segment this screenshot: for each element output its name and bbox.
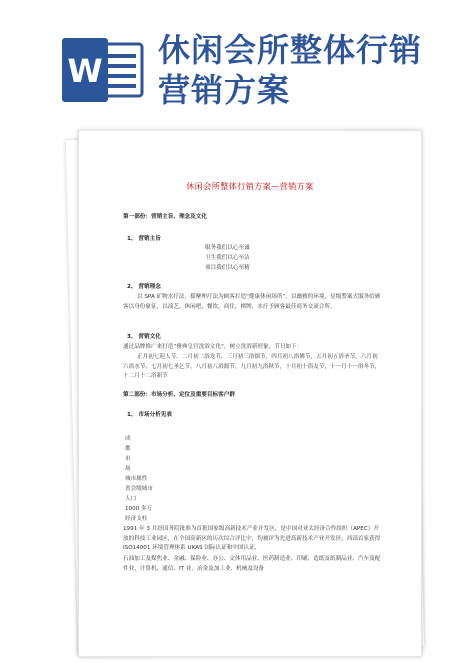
market-item: 城市属性 (125, 476, 148, 482)
section2-heading: 2、 营销理念 (127, 284, 161, 290)
part2-heading: 第二部份：市场分析、定位及重要目标客户群 (123, 392, 235, 398)
market-item: 成 (125, 436, 131, 442)
title-line-2: 营销方案 (158, 71, 291, 109)
logo-letter: W (67, 52, 103, 90)
s1-line-3: 项目我们以心至精 (205, 265, 250, 271)
industry-list: 石油加工及煤焦业、金融、保险业、办公、文体用品业、医药制造业、印刷、造纸及纸制品业、汽车及配件业、计算机、通信、IT 业、冶金及加工业、机械及设备 (123, 556, 381, 572)
document-title: 休闲会所整体行销方案—营销方案 (186, 182, 314, 191)
market-item: 1000 多万 (125, 506, 153, 512)
section2-paragraph: 以 SPA 矿物水疗法，搽摩理疗法为顾客打造“健康休闲场所”，以幽雅的环境，星级警案式服务给顾客以身份象征，以演艺，休闲吧，餐饮，商住，棋牌，水疗予顾客最佳商务交流合所。 (123, 294, 381, 310)
market-heading: 1、 市场分析见表 (127, 412, 172, 418)
s1-line-2: 卫生我们以心至洁 (205, 255, 250, 261)
part1-heading: 第一部份：营销主旨、理念及文化 (123, 214, 207, 220)
festival-list: 正月初七迎人节，二月初二浴龙节，三月初三浴儒节，四月初八浴佛节，五月初五浴圣节，六月初六浴水节，七月初七圣乞节，八月初八浴源节，九月初九浴秋节，十月初十浴友节，十一月十一浴冬节，十二月十二浴新节 (123, 354, 381, 380)
s1-line-1: 服务我们以心至诚 (205, 245, 250, 251)
market-item: 省会级城市 (125, 486, 153, 492)
market-item: 场 (125, 466, 131, 472)
market-item: 都 (125, 446, 131, 452)
section3-heading: 3、 营销文化 (127, 334, 161, 340)
word-logo-icon (62, 38, 144, 102)
title-line-1: 休闲会所整体行销 (158, 31, 423, 69)
market-paragraph: 1991 年 3 月经国务院批准为首批国家级高新技术产业开发区，是中国对亚太经济合作组织（APEC）开放的科技工业园区，在全国高新区的历次综合评比中，均被评为先进高新技术产业开发区。西部首家获得 ISO14001 环境管理体系 UKAS 国际认证和中国认证， (123, 526, 381, 552)
market-item: 人口 (125, 496, 137, 502)
document-page (78, 130, 422, 657)
section1-heading: 1、 营销主旨 (127, 236, 161, 242)
market-item: 市 (125, 456, 131, 462)
section3-paragraph: 通过品牌推广来打造“雅典皇宫洗浴文化”，树立洗浴新形象，节日如下： (123, 344, 303, 350)
page-title (158, 30, 468, 110)
market-item: 经济支柱 (125, 516, 148, 522)
